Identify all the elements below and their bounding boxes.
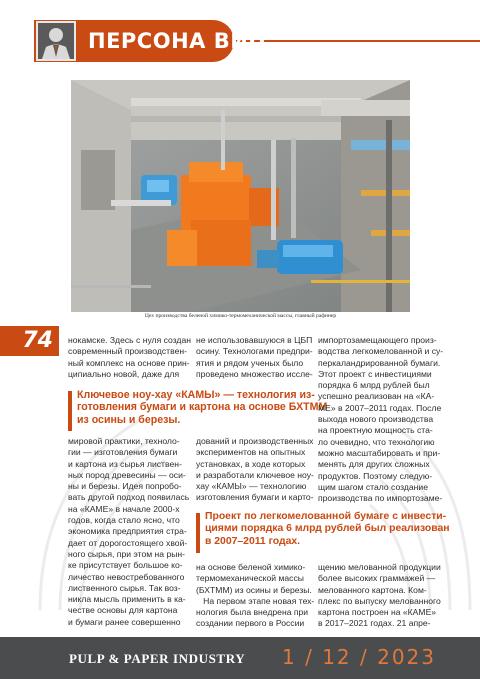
heading-line: в 2007–2011 годах.	[205, 535, 301, 547]
text-line: плекс по выпуску мелованного	[318, 595, 441, 606]
text-line: можно масштабировать и при-	[318, 447, 441, 458]
heading-line: Проект по легкомелованной бумаге с инвести-	[205, 511, 447, 522]
photo-caption: Цех производства беленой химико-термомеханической массы, главный рафинер	[144, 313, 337, 319]
text-line: дает от дорогостоящего хвой-	[68, 537, 188, 548]
text-line: успешно реализован на «КА-	[318, 391, 435, 402]
page-header	[0, 0, 480, 78]
page-number: 74	[0, 326, 59, 356]
column-1-top	[68, 335, 191, 380]
heading-accent-bar	[68, 391, 72, 431]
text-line: дований и производственных	[196, 436, 314, 446]
text-line: вать другой подход появилась	[68, 492, 190, 503]
text-line: в 2017–2021 годах. 21 апре-	[318, 618, 431, 629]
column-2-middle	[196, 436, 314, 504]
text-line: порядка 6 млрд рублей был	[318, 380, 430, 391]
text-line: ных пород древесины — оси-	[68, 469, 186, 480]
text-line: на проектную мощность ста-	[318, 425, 433, 436]
text-line: ятия и рядом ученых было	[196, 357, 304, 368]
pull-quote-heading-1	[68, 389, 328, 426]
text-line: водства легкомелованной и су-	[318, 346, 444, 357]
text-line: и картона из сырья листвен-	[68, 458, 182, 469]
text-line: мировой практики, техноло-	[68, 436, 180, 446]
text-line: осину. Технологами предпри-	[196, 346, 313, 357]
factory-photo	[71, 80, 410, 312]
text-line: экспериментов на опытных	[196, 447, 306, 458]
text-line: ного сырья, при этом на рын-	[68, 548, 186, 559]
heading-line: из осины и березы.	[77, 413, 181, 426]
text-line: щению мелованной продукции	[318, 562, 441, 572]
text-line: на «КАМЕ» в начале 2000-х	[68, 503, 180, 514]
text-line: лиственного сырья. Так воз-	[68, 582, 181, 593]
text-line: экономика предприятия стра-	[68, 526, 187, 537]
person-in-suit-icon	[36, 21, 76, 61]
text-line: ло очевидно, что технологию	[318, 436, 435, 447]
text-line: производства по импортозаме-	[318, 493, 443, 504]
text-line: мелованного картона. Ком-	[318, 584, 427, 595]
text-line: ке присутствует большое ко-	[68, 560, 183, 571]
text-line: более высоких граммажей —	[318, 573, 436, 584]
text-line: (БХТММ) из осины и березы.	[196, 584, 312, 595]
text-line: Этот проект с инвестициями	[318, 368, 432, 379]
text-line: выхода нового производства	[318, 414, 434, 425]
text-line: установках, в ходе которых	[196, 458, 306, 469]
heading-line: циями порядка 6 млрд рублей был реализован	[205, 523, 450, 535]
text-line: нология была внедрена при	[196, 607, 309, 618]
text-line: термомеханической массы	[196, 573, 304, 584]
issue-number: 1 / 12 / 2023	[282, 645, 436, 669]
text-line: щим шагом стало создание	[318, 481, 429, 492]
column-1-bottom	[68, 436, 189, 628]
text-line: честве основы для картона	[68, 605, 178, 616]
text-line: и разработали ключевое ноу-	[196, 469, 314, 480]
section-title: ПЕРСОНА ВИП	[88, 29, 267, 53]
header-rule	[234, 40, 480, 42]
text-line: личество невостребованного	[68, 571, 185, 582]
text-line: ны и березы. Идея попробо-	[68, 481, 182, 492]
text-line: перкаландрированной бумаги.	[318, 357, 441, 368]
text-line: и бумаги ранее совершенно	[68, 616, 181, 627]
publication-name: PULP & PAPER INDUSTRY	[69, 651, 246, 666]
text-line: не использовавшуюся в ЦБП	[196, 335, 313, 345]
pull-quote-heading-2	[196, 511, 450, 548]
column-3-bottom	[318, 562, 441, 630]
text-line: никла мысль применить в ка-	[68, 594, 186, 605]
text-line: ципиально новой, даже для	[68, 368, 180, 379]
text-line: менять для других сложных	[318, 459, 430, 470]
text-line: хау «КАМЫ» — технологию	[196, 481, 307, 492]
text-line: МЕ» в 2007–2011 годах. После	[318, 402, 442, 413]
text-line: нокамске. Здесь с нуля создан	[68, 335, 191, 345]
text-line: продуктов. Поэтому следую-	[318, 470, 433, 481]
text-line: изготовления бумаги и карто-	[196, 492, 314, 503]
column-3-top	[318, 335, 443, 504]
heading-line: Ключевое ноу-хау «КАМЫ» — технология из-	[77, 389, 315, 401]
text-line: создании первого в России	[196, 618, 305, 629]
text-line: гии — изготовления бумаги	[68, 447, 178, 458]
text-line: годов, когда стало ясно, что	[68, 515, 180, 526]
text-line: импортозамещающего произ-	[318, 335, 437, 345]
text-line: На первом этапе новая тех-	[196, 595, 315, 606]
heading-accent-bar	[196, 513, 200, 553]
text-line: современный производствен-	[68, 346, 187, 357]
column-2-top	[196, 335, 313, 380]
heading-line: готовления бумаги и картона на основе БХТММ	[77, 401, 328, 414]
page-footer	[0, 637, 480, 679]
text-line: на основе беленой химико-	[196, 562, 306, 572]
text-line: картона построен на «КАМЕ»	[318, 607, 437, 618]
text-line: проведено множество иссле-	[196, 368, 313, 379]
text-line: ный комплекс на основе прин-	[68, 357, 190, 368]
column-2-bottom	[196, 562, 314, 630]
